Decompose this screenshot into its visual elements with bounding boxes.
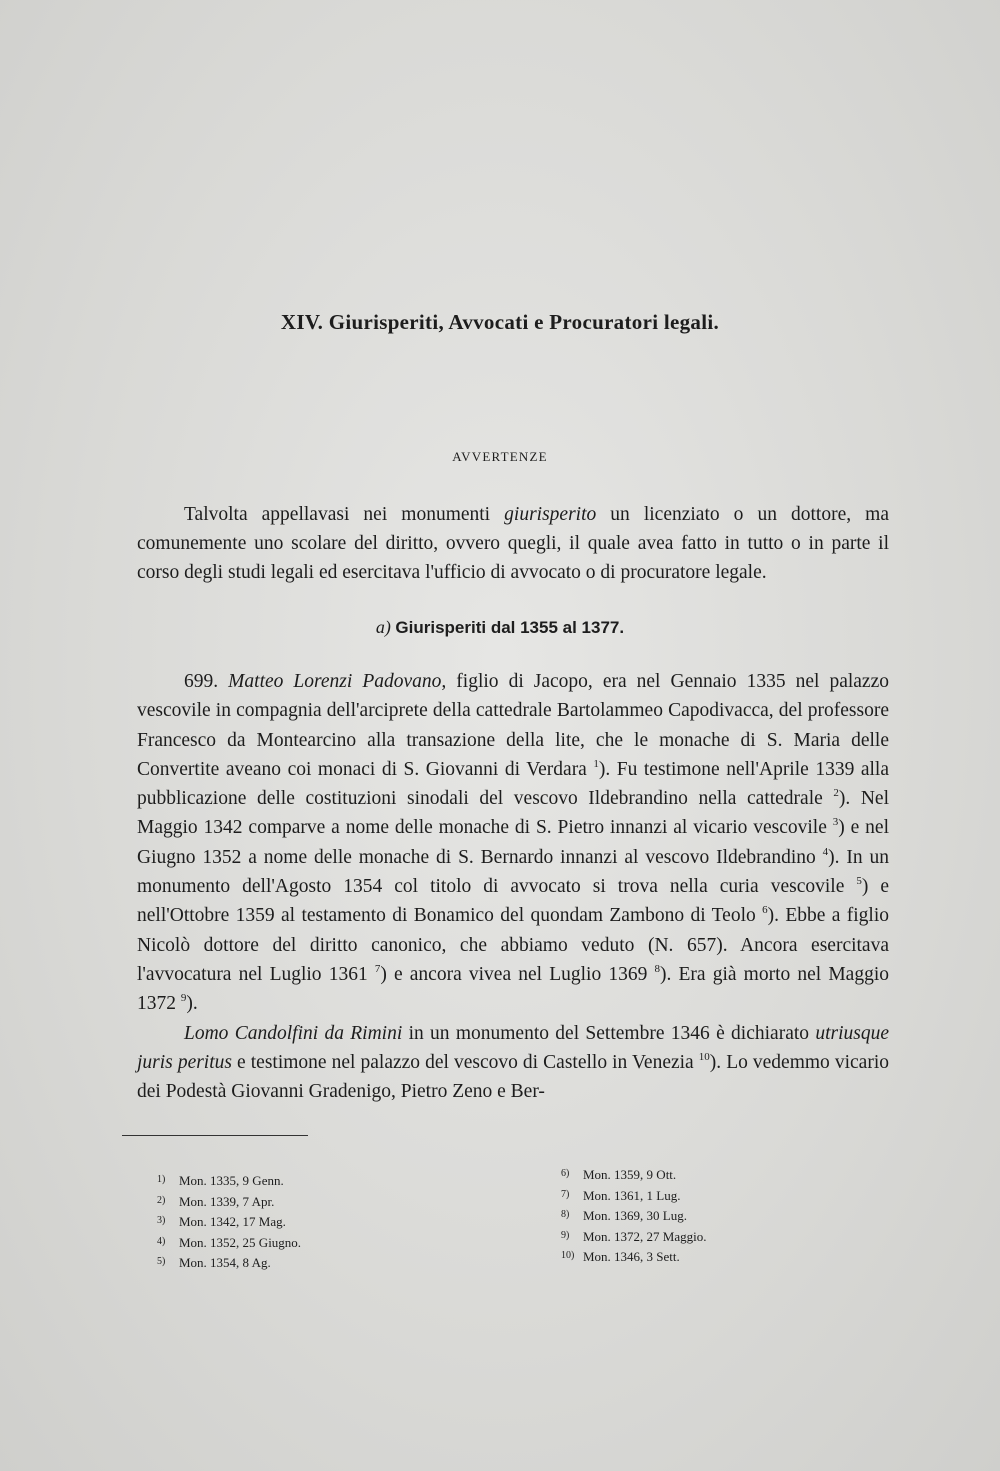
footnote-item: [157, 1191, 301, 1212]
footnote-number: 10): [561, 1250, 575, 1261]
footnotes-right: [561, 1164, 707, 1267]
footnote-number: 4): [157, 1235, 166, 1247]
footnote-item: [157, 1232, 301, 1253]
footnote-ref[interactable]: 8: [654, 962, 660, 975]
footnote-text: Mon. 1352, 25 Giugno.: [179, 1234, 302, 1250]
latin-phrase: utriusque juris peritus: [137, 1022, 889, 1073]
footnote-ref[interactable]: 10: [698, 1050, 710, 1063]
footnote-divider: [122, 1135, 308, 1136]
subheading-text: Giurisperiti dal 1355 al 1377.: [395, 618, 625, 637]
footnote-number: 3): [157, 1215, 166, 1226]
paragraph-text: ).: [186, 993, 198, 1015]
footnote-number: 6): [561, 1168, 570, 1179]
footnote-ref[interactable]: 9: [180, 992, 187, 1005]
paragraph-text: ). In un monumento dell'Agosto 1354 col titolo di avvocato si trova nella curia vescovile: [137, 846, 889, 898]
intro-text-2: un licenziato o un dottore, ma comunemente uno scolare del diritto, ovvero quegli, il quale avea fatto in tutto o in parte il corso degli studi legali ed esercitava l'ufficio di avvocato o di procuratore legale.: [137, 504, 889, 583]
chapter-title: XIV. Giurisperiti, Avvocati e Procuratori legali.: [280, 310, 720, 334]
person-name: Matteo Lorenzi Padovano,: [228, 671, 447, 692]
footnote-item: [561, 1246, 707, 1267]
footnote-text: Mon. 1339, 7 Apr.: [179, 1193, 275, 1209]
paragraph-text: ) e nell'Ottobre 1359 al testamento di Bonamico del quondam Zambono di Teolo: [137, 876, 890, 927]
section-label: AVVERTENZE: [452, 449, 548, 464]
footnote-number: 9): [561, 1229, 570, 1241]
intro-italic-term: giurisperito: [504, 504, 597, 525]
footnote-ref[interactable]: 6: [762, 904, 768, 917]
footnote-number: 2): [157, 1194, 166, 1206]
footnote-ref[interactable]: 7: [374, 962, 381, 975]
paragraph-number: 699.: [184, 671, 219, 692]
footnote-number: 7): [561, 1188, 570, 1200]
paragraph-text: ). Era già morto nel Maggio 1372: [137, 963, 889, 1015]
footnote-ref[interactable]: 2: [833, 787, 839, 800]
paragraph-text: ). Fu testimone nell'Aprile 1339 alla pubblicazione delle costituzioni sinodali del vescovo Ildebrandino nella cattedrale: [137, 758, 889, 810]
paragraph-text: ). Ebbe a figlio Nicolò dottore del diritto canonico, che abbiamo veduto (N. 657). Ancora esercitava l'avvocatura nel Luglio 1361: [137, 905, 889, 985]
footnote-text: Mon. 1342, 17 Mag.: [179, 1214, 286, 1229]
paragraph-text: ). Lo vedemmo vicario dei Podestà Giovanni Gradenigo, Pietro Zeno e Ber-: [137, 1051, 889, 1103]
body-text: [137, 667, 889, 1106]
footnote-item: [561, 1205, 707, 1226]
footnote-text: Mon. 1369, 30 Lug.: [583, 1208, 687, 1223]
intro-paragraph: [137, 500, 889, 587]
paragraph-text: ) e ancora vivea nel Luglio 1369: [380, 963, 655, 985]
footnote-ref[interactable]: 4: [822, 845, 829, 858]
person-name: Lomo Candolfini da Rimini: [184, 1022, 403, 1044]
subheading: [0, 617, 1000, 638]
footnote-number: 8): [561, 1209, 570, 1220]
footnote-number: 1): [157, 1174, 166, 1185]
intro-text-1: Talvolta appellavasi nei monumenti: [184, 504, 505, 525]
footnote-text: Mon. 1359, 9 Ott.: [583, 1167, 677, 1182]
footnote-item: [561, 1226, 707, 1247]
footnote-text: Mon. 1335, 9 Genn.: [179, 1173, 284, 1188]
footnote-text: Mon. 1346, 3 Sett.: [583, 1249, 680, 1264]
footnote-number: 5): [157, 1256, 166, 1267]
paragraph-text: ). Nel Maggio 1342 comparve a nome delle monache di S. Pietro innanzi al vicario vescovile: [137, 788, 889, 839]
footnote-text: Mon. 1354, 8 Ag.: [179, 1255, 271, 1270]
footnote-text: Mon. 1361, 1 Lug.: [583, 1187, 681, 1203]
footnote-item: [157, 1252, 301, 1273]
paragraph-699: [137, 667, 889, 1019]
footnote-item: [157, 1170, 301, 1191]
paragraph-text: e testimone nel palazzo del vescovo di Castello in Venezia: [232, 1051, 699, 1073]
footnote-item: [157, 1211, 301, 1232]
paragraph-text: ) e nel Giugno 1352 a nome delle monache di S. Bernardo innanzi al vescovo Ildebrandino: [137, 817, 889, 868]
footnote-ref[interactable]: 1: [593, 757, 599, 770]
paragraph-lomo: [137, 1019, 889, 1107]
subheading-letter: a): [375, 617, 391, 637]
paragraph-text: figlio di Jacopo, era nel Gennaio 1335 nel palazzo vescovile in compagnia dell'arciprete della cattedrale Bartolammeo Capodivacca, del professore Francesco da Montearcino alla transazione della lite, che le monache di S. Maria delle Convertite aveano coi monaci di S. Giovanni di Verdara: [137, 671, 889, 780]
footnote-item: [561, 1185, 707, 1206]
footnote-text: Mon. 1372, 27 Maggio.: [583, 1228, 707, 1244]
footnote-ref[interactable]: 3: [832, 816, 839, 829]
footnote-item: [561, 1164, 707, 1185]
footnote-ref[interactable]: 5: [856, 875, 862, 888]
paragraph-text: in un monumento del Settembre 1346 è dichiarato: [402, 1022, 816, 1044]
footnotes-left: [157, 1170, 301, 1273]
